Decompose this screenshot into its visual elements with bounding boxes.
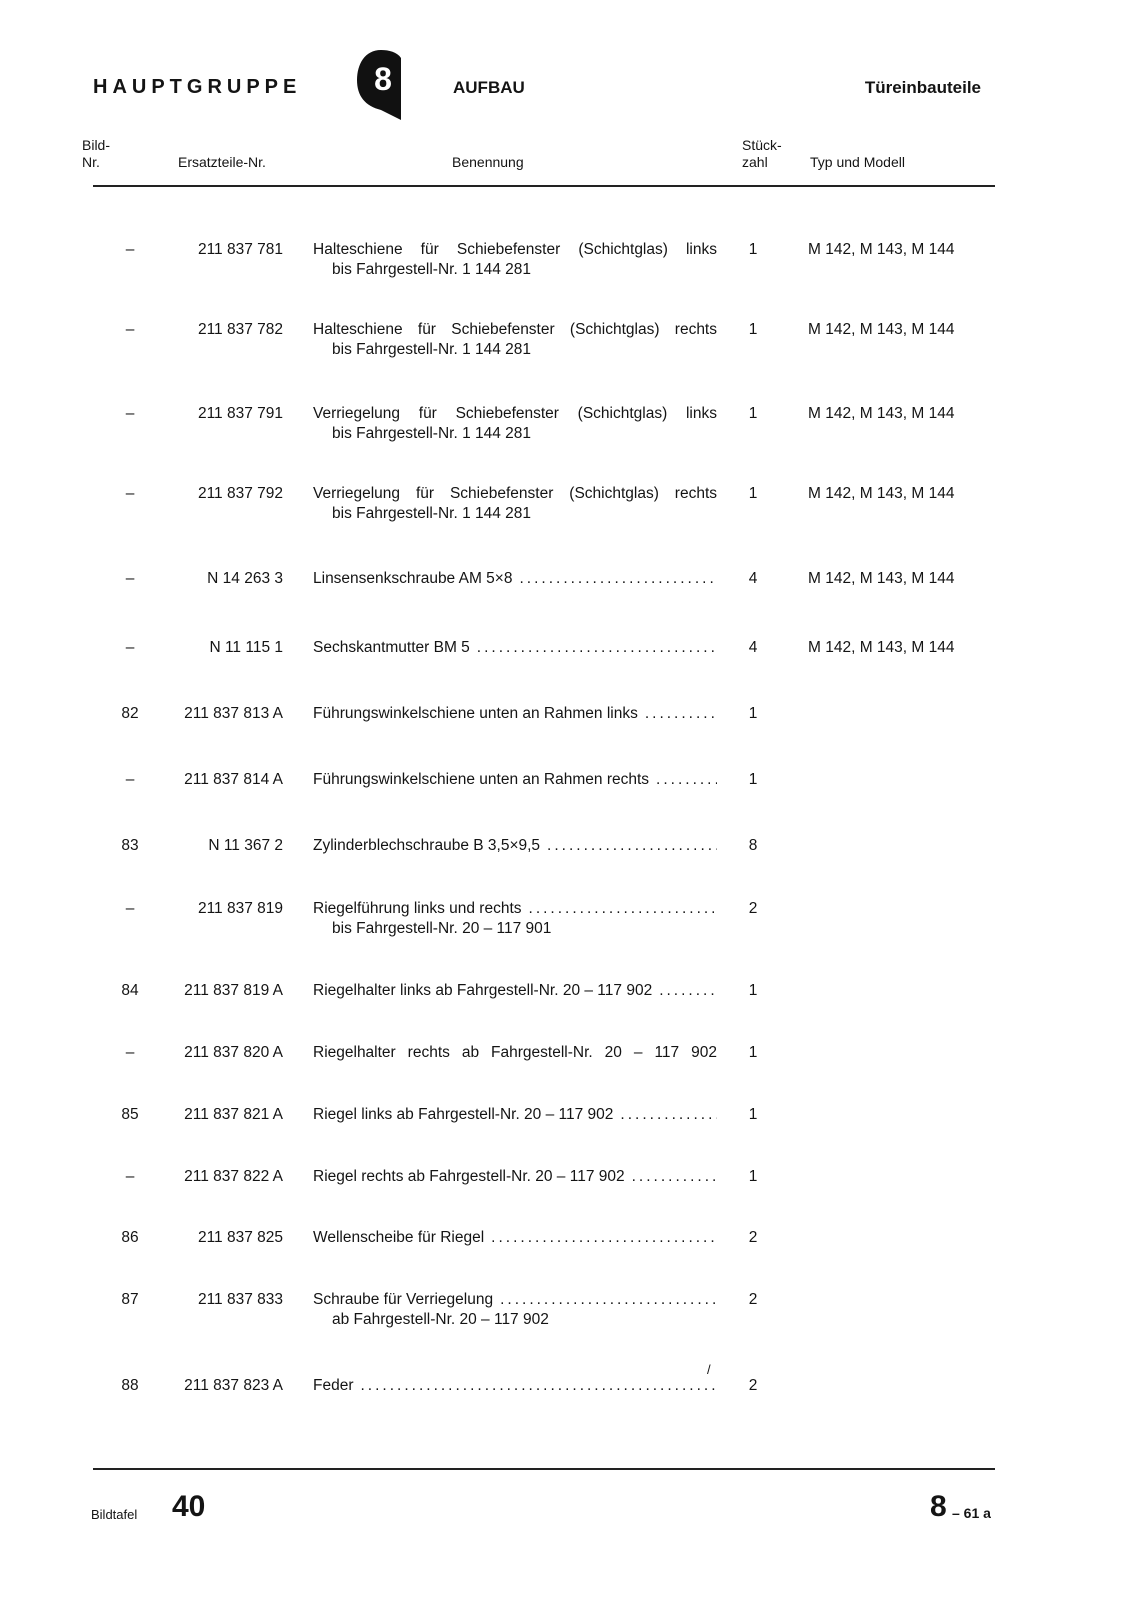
page-number-main: 8 [930, 1490, 947, 1523]
section-title: Türeinbauteile [864, 78, 981, 97]
row-qty: 2 [748, 1377, 758, 1394]
row-part: 211 837 821 A [184, 1106, 283, 1123]
group-name: AUFBAU [453, 78, 525, 97]
row-desc [313, 404, 717, 444]
row-part: 211 837 833 [197, 1291, 283, 1308]
row-desc-line1: Verriegelung für Schiebefenster (Schichtglas) rechts [313, 485, 717, 502]
row-desc [313, 1228, 717, 1248]
row-desc-line2: bis Fahrgestell-Nr. 1 144 281 [332, 425, 532, 442]
row-desc-line1: Halteschiene für Schiebefenster (Schichtglas) links [313, 241, 717, 258]
row-desc-line1: Wellenscheibe für Riegel [313, 1229, 485, 1246]
row-desc [313, 770, 717, 790]
row-desc [313, 1376, 717, 1396]
row-desc [313, 1167, 717, 1187]
row-desc [313, 320, 717, 360]
row-desc [313, 1290, 717, 1330]
row-part: N 14 263 3 [207, 570, 283, 587]
page-number-sub: – 61 a [952, 1505, 991, 1521]
group-label: HAUPTGRUPPE [93, 76, 302, 98]
row-bild: 87 [121, 1291, 139, 1308]
row-desc [313, 1043, 717, 1063]
row-qty: 1 [748, 705, 758, 722]
row-qty: 1 [748, 771, 758, 788]
row-desc-line1: Riegel links ab Fahrgestell-Nr. 20 – 117 902 [313, 1106, 614, 1123]
row-model: M 142, M 143, M 144 [808, 241, 955, 258]
leader-dots [656, 770, 717, 790]
row-desc [313, 638, 717, 658]
row-model: M 142, M 143, M 144 [808, 321, 955, 338]
row-desc-line1: Zylinderblechschraube B 3,5×9,5 [313, 837, 541, 854]
row-qty: 1 [748, 241, 758, 258]
row-desc-line2: bis Fahrgestell-Nr. 1 144 281 [332, 261, 532, 278]
row-desc-line1: Führungswinkelschiene unten an Rahmen links [313, 705, 638, 722]
leader-dots [529, 899, 717, 919]
row-qty: 1 [748, 405, 758, 422]
plate-number: 40 [172, 1490, 206, 1523]
row-part: N 11 115 1 [209, 639, 283, 656]
footer-rule [93, 1468, 995, 1470]
row-bild: 85 [121, 1106, 139, 1123]
stray-mark: / [707, 1362, 711, 1377]
row-desc-line1: Linsensenkschraube AM 5×8 [313, 570, 513, 587]
row-desc [313, 1105, 717, 1125]
leader-dots [620, 1105, 717, 1125]
row-model: M 142, M 143, M 144 [808, 485, 955, 502]
row-bild: 83 [121, 837, 139, 854]
row-desc [313, 981, 717, 1001]
leader-dots [361, 1376, 718, 1396]
leader-dots [645, 704, 717, 724]
row-qty: 8 [748, 837, 758, 854]
row-desc [313, 899, 717, 939]
col-qty [742, 137, 782, 171]
row-desc [313, 569, 717, 589]
row-bild: – [125, 485, 135, 502]
row-qty: 1 [748, 1106, 758, 1123]
row-bild: 88 [121, 1377, 139, 1394]
leader-dots [659, 981, 717, 1001]
row-desc-line1: Führungswinkelschiene unten an Rahmen rechts [313, 771, 650, 788]
row-desc-line1: Riegel rechts ab Fahrgestell-Nr. 20 – 117 902 [313, 1168, 625, 1185]
row-bild: – [125, 405, 135, 422]
group-number-badge [357, 50, 413, 120]
row-qty: 1 [748, 982, 758, 999]
col-bild-line1: Bild- [82, 137, 111, 153]
row-part: N 11 367 2 [208, 837, 283, 854]
row-bild: – [125, 1044, 135, 1061]
row-qty: 2 [748, 1291, 758, 1308]
header-rule [93, 185, 995, 187]
row-bild: – [125, 900, 135, 917]
row-bild: – [125, 639, 135, 656]
row-desc-line1: Sechskantmutter BM 5 [313, 639, 470, 656]
row-bild: 84 [121, 982, 139, 999]
row-desc-line1: Verriegelung für Schiebefenster (Schichtglas) links [313, 405, 717, 422]
row-qty: 4 [748, 639, 758, 656]
row-desc-line2: bis Fahrgestell-Nr. 1 144 281 [332, 341, 532, 358]
row-desc [313, 484, 717, 524]
col-bild-line2: Nr. [82, 154, 100, 170]
row-desc [313, 240, 717, 280]
row-qty: 2 [748, 900, 758, 917]
plate-label: Bildtafel [91, 1507, 138, 1522]
row-desc-line2: ab Fahrgestell-Nr. 20 – 117 902 [332, 1311, 549, 1328]
row-qty: 4 [748, 570, 758, 587]
leader-dots [519, 569, 717, 589]
row-desc-line1: Riegelhalter links ab Fahrgestell-Nr. 20 – 117 902 [313, 982, 653, 999]
row-desc-line1: Halteschiene für Schiebefenster (Schichtglas) rechts [313, 321, 717, 338]
row-part: 211 837 813 A [184, 705, 283, 722]
row-desc-line1: Schraube für Verriegelung [313, 1291, 494, 1308]
col-bild [82, 137, 110, 171]
row-part: 211 837 814 A [184, 771, 283, 788]
row-desc [313, 836, 717, 856]
row-qty: 2 [748, 1229, 758, 1246]
row-part: 211 837 820 A [184, 1044, 283, 1061]
row-part: 211 837 782 [197, 321, 283, 338]
row-desc-line1: Riegelführung links und rechts [313, 900, 522, 917]
row-part: 211 837 819 [197, 900, 283, 917]
row-qty: 1 [748, 321, 758, 338]
row-part: 211 837 781 [197, 241, 283, 258]
col-name: Benennung [452, 154, 524, 170]
row-desc-line2: bis Fahrgestell-Nr. 1 144 281 [332, 505, 532, 522]
row-bild: – [125, 570, 135, 587]
leader-dots [477, 638, 717, 658]
group-number: 8 [374, 61, 392, 97]
row-desc-line2: bis Fahrgestell-Nr. 20 – 117 901 [332, 920, 552, 937]
row-part: 211 837 819 A [184, 982, 283, 999]
row-part: 211 837 791 [197, 405, 283, 422]
leader-dots [500, 1290, 717, 1310]
row-desc-line1: Feder [313, 1377, 354, 1394]
leader-dots [547, 836, 717, 856]
row-part: 211 837 792 [197, 485, 283, 502]
row-bild: – [125, 241, 135, 258]
col-model: Typ und Modell [810, 154, 905, 170]
row-bild: – [125, 771, 135, 788]
row-model: M 142, M 143, M 144 [808, 639, 955, 656]
col-part: Ersatzteile-Nr. [178, 154, 266, 170]
row-bild: 82 [121, 705, 139, 722]
col-qty-line1: Stück- [742, 137, 782, 153]
row-bild: 86 [121, 1229, 139, 1246]
row-model: M 142, M 143, M 144 [808, 570, 955, 587]
row-part: 211 837 822 A [184, 1168, 283, 1185]
row-bild: – [125, 1168, 135, 1185]
row-desc-line1: Riegelhalter rechts ab Fahrgestell-Nr. 20 – 117 902 [313, 1044, 717, 1061]
col-qty-line2: zahl [742, 154, 768, 170]
row-qty: 1 [748, 1044, 758, 1061]
row-qty: 1 [748, 1168, 758, 1185]
row-desc [313, 704, 717, 724]
leader-dots [491, 1228, 717, 1248]
row-part: 211 837 823 A [184, 1377, 283, 1394]
leader-dots [632, 1167, 717, 1187]
row-bild: – [125, 321, 135, 338]
row-qty: 1 [748, 485, 758, 502]
row-part: 211 837 825 [197, 1229, 283, 1246]
row-model: M 142, M 143, M 144 [808, 405, 955, 422]
